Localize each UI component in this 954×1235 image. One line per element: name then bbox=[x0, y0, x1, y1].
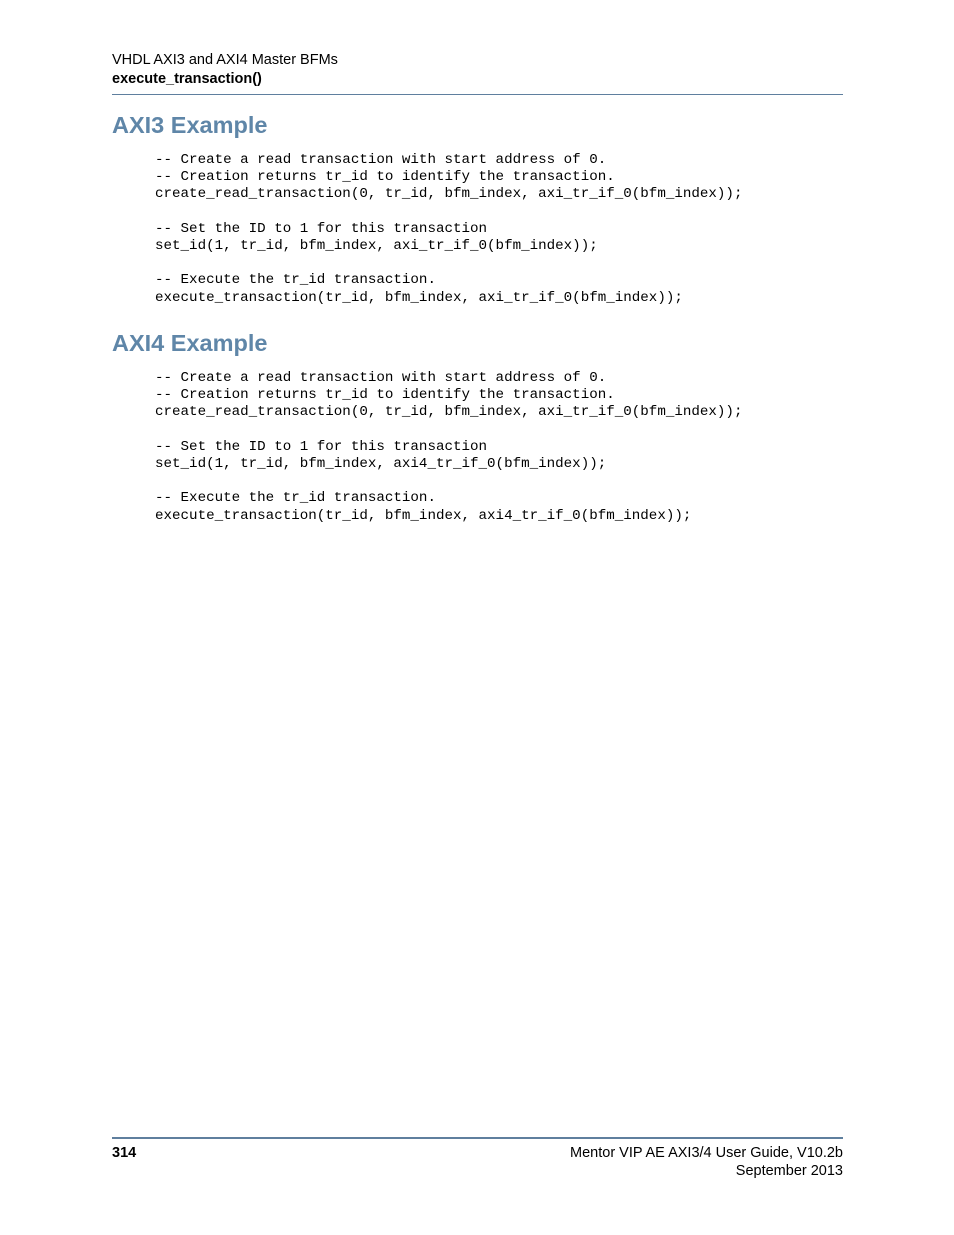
code-line: -- Set the ID to 1 for this transaction bbox=[155, 220, 488, 237]
code-line: -- Creation returns tr_id to identify the transaction. bbox=[155, 387, 615, 404]
code-line: -- Set the ID to 1 for this transaction bbox=[155, 438, 488, 455]
code-blank-line bbox=[155, 204, 742, 221]
code-line: execute_transaction(tr_id, bfm_index, axi4_tr_if_0(bfm_index)); bbox=[155, 507, 692, 524]
code-line: set_id(1, tr_id, bfm_index, axi4_tr_if_0(bfm_index)); bbox=[155, 455, 607, 472]
guide-title: Mentor VIP AE AXI3/4 User Guide, V10.2b bbox=[570, 1145, 843, 1161]
chapter-title: VHDL AXI3 and AXI4 Master BFMs bbox=[112, 52, 338, 68]
code-line: create_read_transaction(0, tr_id, bfm_index, axi_tr_if_0(bfm_index)); bbox=[155, 186, 743, 203]
running-header bbox=[112, 51, 843, 89]
code-line: execute_transaction(tr_id, bfm_index, axi_tr_if_0(bfm_index)); bbox=[155, 289, 683, 306]
page-number: 314 bbox=[112, 1145, 137, 1161]
code-line: set_id(1, tr_id, bfm_index, axi_tr_if_0(bfm_index)); bbox=[155, 237, 598, 254]
code-blank-line bbox=[155, 255, 742, 272]
axi4-example-heading: AXI4 Example bbox=[112, 330, 268, 356]
code-line: -- Execute the tr_id transaction. bbox=[155, 490, 436, 507]
code-line: -- Create a read transaction with start address of 0. bbox=[155, 152, 607, 168]
section-title: execute_transaction() bbox=[112, 71, 262, 87]
footer-info bbox=[570, 1144, 843, 1180]
axi4-code-block bbox=[155, 370, 742, 525]
code-blank-line bbox=[155, 473, 742, 490]
footer-rule bbox=[112, 1137, 843, 1139]
code-line: -- Execute the tr_id transaction. bbox=[155, 272, 436, 289]
code-line: -- Create a read transaction with start address of 0. bbox=[155, 370, 607, 386]
header-rule bbox=[112, 94, 843, 95]
code-line: create_read_transaction(0, tr_id, bfm_index, axi_tr_if_0(bfm_index)); bbox=[155, 404, 743, 421]
axi3-code-block bbox=[155, 152, 742, 307]
axi3-example-heading: AXI3 Example bbox=[112, 112, 268, 138]
publication-date: September 2013 bbox=[735, 1163, 843, 1179]
code-line: -- Creation returns tr_id to identify the transaction. bbox=[155, 169, 615, 186]
code-blank-line bbox=[155, 422, 742, 439]
